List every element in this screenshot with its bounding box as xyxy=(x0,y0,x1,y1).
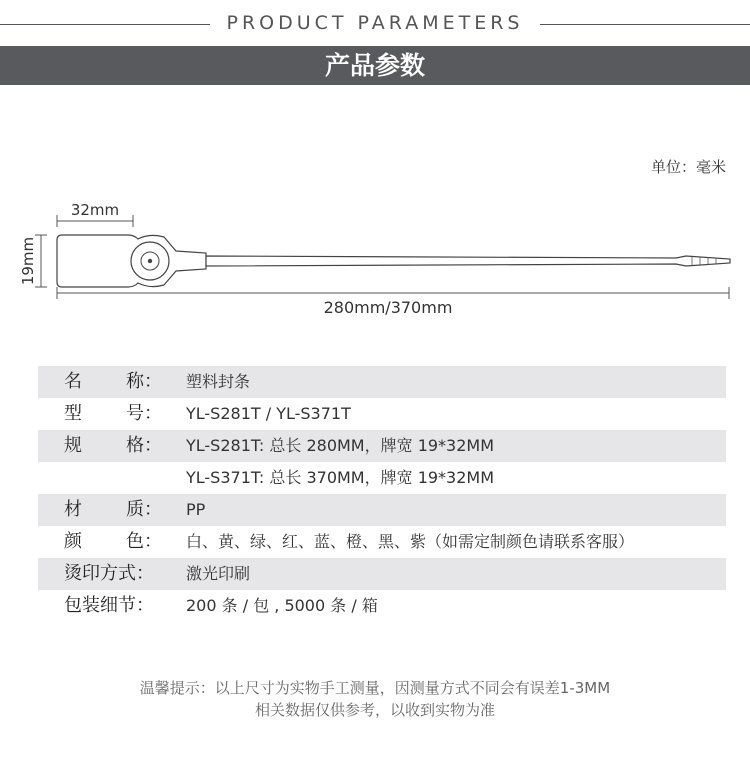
width-dimension-label: 32mm xyxy=(70,201,120,219)
spec-table xyxy=(38,366,726,622)
heading-divider-left xyxy=(0,24,210,25)
heading-english: PRODUCT PARAMETERS xyxy=(226,12,524,34)
spec-row-printing xyxy=(38,558,726,590)
spec-value-size-2: YL-S371T: 总长 370MM，牌宽 19*32MM xyxy=(186,468,495,487)
spec-value-printing: 激光印刷 xyxy=(186,564,251,583)
unit-label: 单位：毫米 xyxy=(650,158,726,176)
spec-label-name: 名 称： xyxy=(64,371,162,392)
section-heading xyxy=(0,10,750,40)
note-line-2: 相关数据仅供参考，以收到实物为准 xyxy=(254,701,495,719)
spec-row-packing xyxy=(38,590,726,622)
spec-row-color xyxy=(38,526,726,558)
seal-lock-circle xyxy=(131,242,169,280)
spec-label-model: 型 号： xyxy=(64,403,162,424)
spec-value-packing: 200 条 / 包 , 5000 条 / 箱 xyxy=(186,596,378,615)
spec-label-size: 规 格： xyxy=(64,435,162,456)
spec-label-packing: 包装细节： xyxy=(64,595,154,616)
spec-row-model xyxy=(38,398,726,430)
spec-row-name xyxy=(38,366,726,398)
spec-value-model: YL-S281T / YL-S371T xyxy=(186,404,351,423)
length-dimension-label: 280mm/370mm xyxy=(323,298,453,317)
title-banner: 产品参数 xyxy=(0,46,750,85)
heading-divider-right xyxy=(540,24,750,25)
spec-value-material: PP xyxy=(186,500,206,519)
spec-value-color: 白、黄、绿、红、蓝、橙、黑、紫（如需定制颜色请联系客服） xyxy=(186,532,635,551)
spec-label-printing: 烫印方式： xyxy=(64,563,154,584)
spec-value-size-1: YL-S281T: 总长 280MM，牌宽 19*32MM xyxy=(186,436,495,455)
spec-row-material xyxy=(38,494,726,526)
seal-dimension-diagram xyxy=(0,195,750,335)
height-dimension-label: 19mm xyxy=(19,236,37,286)
spec-label-color: 颜 色： xyxy=(64,531,162,552)
spec-label-material: 材 质： xyxy=(64,499,162,520)
spec-row-size-cont xyxy=(38,462,726,494)
note-line-1: 温馨提示：以上尺寸为实物手工测量，因测量方式不同会有误差1-3MM xyxy=(139,679,611,697)
spec-row-size xyxy=(38,430,726,462)
spec-value-name: 塑料封条 xyxy=(186,372,251,391)
